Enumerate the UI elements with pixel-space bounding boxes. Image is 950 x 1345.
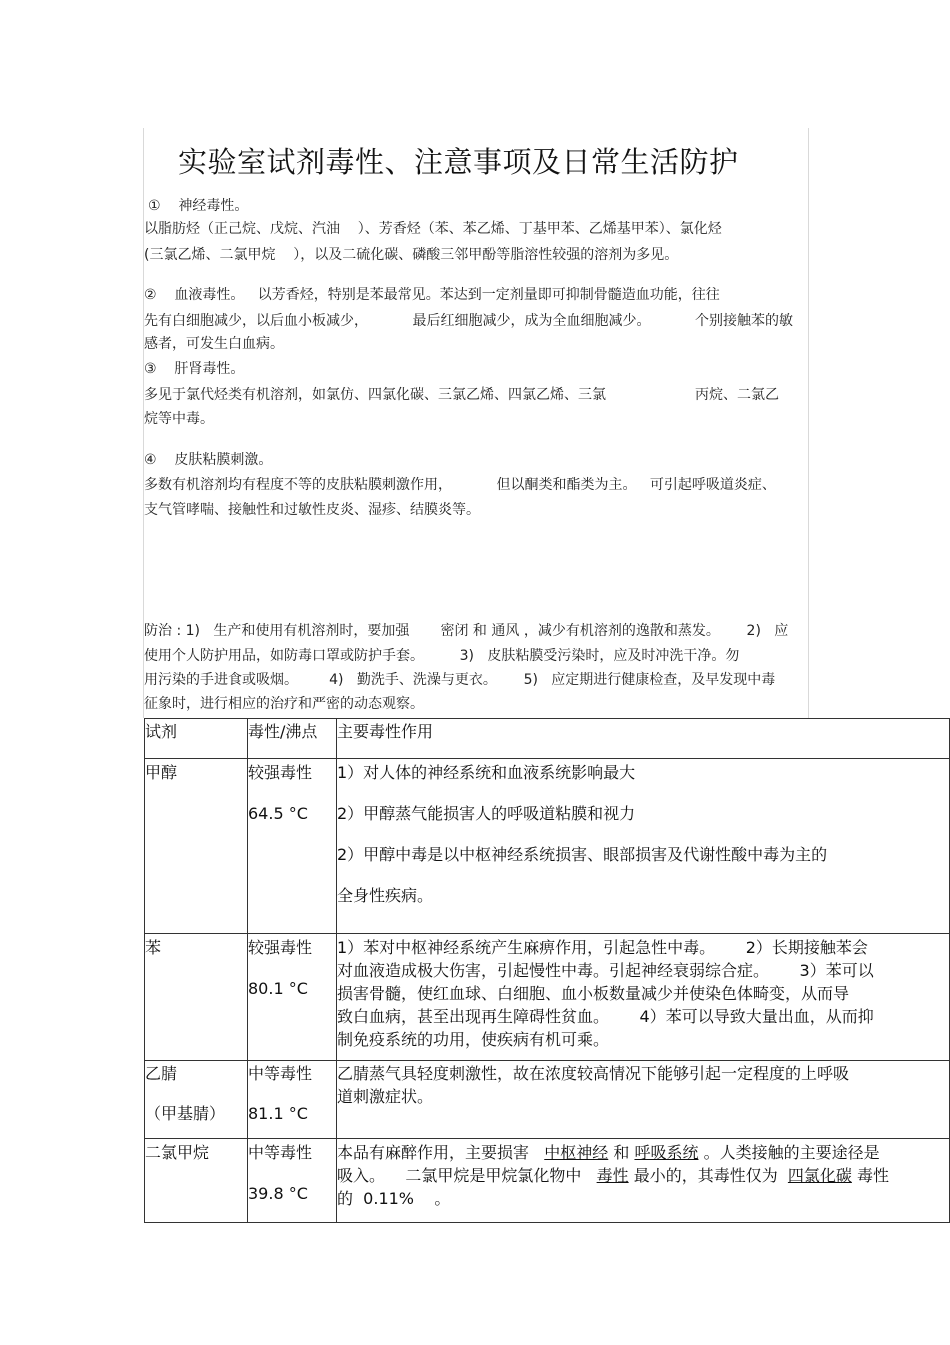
reagent-cell: 甲醇: [145, 759, 248, 934]
reagent-cell: 苯: [145, 934, 248, 1061]
toxicity-cell: 较强毒性 80.1 °C: [248, 934, 337, 1061]
table-header-row: [145, 719, 950, 759]
header-reagent: 试剂: [145, 719, 248, 759]
right-margin-line: [808, 128, 809, 718]
text-line: ② 血液毒性。 以芳香烃，特别是苯最常见。苯达到一定剂量即可抑制骨髓造血功能，往往: [144, 287, 720, 303]
text-line: 防治 : 1) 生产和使用有机溶剂时，要加强 密闭 和 通风 ，减少有机溶剂的逸散和蒸发。 2) 应: [144, 623, 789, 639]
toxicity-table: [144, 718, 950, 1223]
effects-cell: 1）苯对中枢神经系统产生麻痹作用，引起急性中毒。 2）长期接触苯会 对血液造成极大伤害，引起慢性中毒。引起神经衰弱综合症。 3）苯可以 损害骨髓，使红血球、白细胞、血小板数量减少并使染色体畸变，从而导 致白血病，甚至出现再生障碍性贫血。 4）苯可以导致大量出血，从而抑 制免疫系统的功用，使疾病有机可乘。: [337, 934, 950, 1061]
text-line: 使用个人防护用品，如防毒口罩或防护手套。 3) 皮肤粘膜受污染时，应及时冲洗干净。勿: [144, 648, 740, 664]
link-respiratory-system[interactable]: 呼吸系统: [634, 1143, 699, 1162]
table-row: [145, 759, 950, 934]
reagent-cell: 二氯甲烷: [145, 1139, 248, 1223]
reagent-cell: 乙腈 （甲基腈）: [145, 1061, 248, 1139]
text-line: 多数有机溶剂均有程度不等的皮肤粘膜刺激作用， 但以酮类和酯类为主。 可引起呼吸道炎症、: [144, 477, 776, 493]
header-toxicity: 毒性/沸点: [248, 719, 337, 759]
text-line: ④ 皮肤粘膜刺激。: [144, 452, 273, 468]
link-toxicity[interactable]: 毒性: [596, 1166, 629, 1185]
link-central-nervous[interactable]: 中枢神经: [544, 1143, 609, 1162]
text-line: (三氯乙烯、二氯甲烷 ），以及二硫化碳、磷酸三邻甲酚等脂溶性较强的溶剂为多见。: [144, 247, 679, 263]
toxicity-cell: 较强毒性 64.5 °C: [248, 759, 337, 934]
text-line: 以脂肪烃（正己烷、戊烷、汽油 ）、芳香烃（苯、苯乙烯、丁基甲苯、乙烯基甲苯）、氯化烃: [144, 221, 722, 237]
header-effects: 主要毒性作用: [337, 719, 950, 759]
table-row: [145, 934, 950, 1061]
toxicity-cell: 中等毒性 81.1 °C: [248, 1061, 337, 1139]
effects-cell: 乙腈蒸气具轻度刺激性，故在浓度较高情况下能够引起一定程度的上呼吸 道刺激症状。: [337, 1061, 950, 1139]
text-line: 先有白细胞减少，以后血小板减少， 最后红细胞减少，成为全血细胞减少。 个别接触苯的敏: [144, 313, 794, 329]
text-line: 征象时，进行相应的治疗和严密的动态观察。: [144, 696, 424, 712]
text-line: 支气管哮喘、接触性和过敏性皮炎、湿疹、结膜炎等。: [144, 502, 480, 518]
table-row: [145, 1061, 950, 1139]
effects-cell: 1）对人体的神经系统和血液系统影响最大 2）甲醇蒸气能损害人的呼吸道粘膜和视力 2）甲醇中毒是以中枢神经系统损害、眼部损害及代谢性酸中毒为主的 全身性疾病。: [337, 759, 950, 934]
text-line: 烷等中毒。: [144, 411, 214, 427]
text-line: ① 神经毒性。: [148, 198, 249, 214]
text-line: 用污染的手进食或吸烟。 4) 勤洗手、洗澡与更衣。 5) 应定期进行健康检查，及早发现中毒: [144, 672, 776, 688]
page-title: 实验室试剂毒性、注意事项及日常生活防护: [178, 145, 739, 179]
table-row: [145, 1139, 950, 1223]
link-carbon-tetrachloride[interactable]: 四氯化碳: [787, 1166, 852, 1185]
toxicity-cell: 中等毒性 39.8 °C: [248, 1139, 337, 1223]
effects-cell: 本品有麻醉作用，主要损害 中枢神经 和 呼吸系统 。人类接触的主要途径是 吸入。 二氯甲烷是甲烷氯化物中 毒性 最小的，其毒性仅为 四氯化碳 毒性 的 0.11% 。: [337, 1139, 950, 1223]
text-line: 感者，可发生白血病。: [144, 336, 284, 352]
text-line: ③ 肝肾毒性。: [144, 361, 245, 377]
text-line: 多见于氯代烃类有机溶剂，如氯仿、四氯化碳、三氯乙烯、四氯乙烯、三氯 丙烷、二氯乙: [144, 387, 780, 403]
